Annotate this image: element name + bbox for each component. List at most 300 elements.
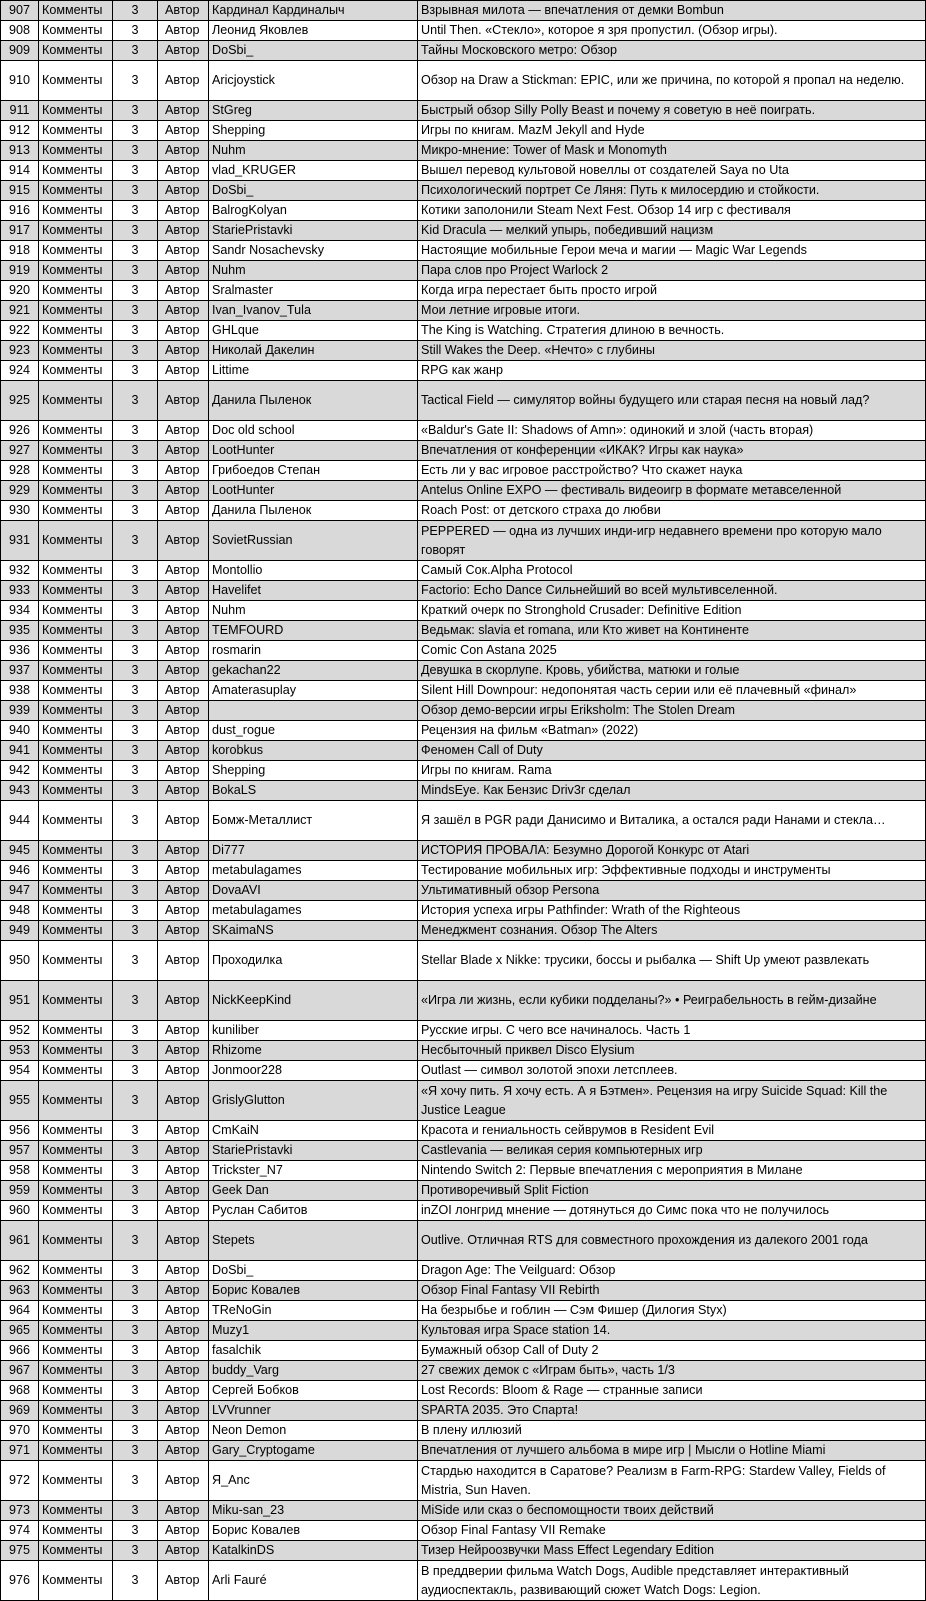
role-cell[interactable]: Автор xyxy=(158,181,209,201)
category-cell[interactable]: Комменты xyxy=(39,321,113,341)
author-cell[interactable]: Данила Пыленок xyxy=(209,501,418,521)
author-cell[interactable]: Борис Ковалев xyxy=(209,1281,418,1301)
author-cell[interactable]: kuniliber xyxy=(209,1021,418,1041)
category-cell[interactable]: Комменты xyxy=(39,721,113,741)
category-cell[interactable]: Комменты xyxy=(39,1201,113,1221)
category-cell[interactable]: Комменты xyxy=(39,441,113,461)
author-cell[interactable]: LootHunter xyxy=(209,481,418,501)
author-cell[interactable]: Данила Пыленок xyxy=(209,381,418,421)
category-cell[interactable]: Комменты xyxy=(39,981,113,1021)
score-cell[interactable]: 3 xyxy=(113,261,158,281)
author-cell[interactable]: SovietRussian xyxy=(209,521,418,561)
author-cell[interactable]: TEMFOURD xyxy=(209,621,418,641)
title-cell[interactable]: Antelus Online EXPO — фестиваль видеоигр в формате метавселенной xyxy=(418,481,926,501)
category-cell[interactable]: Комменты xyxy=(39,141,113,161)
title-cell[interactable]: Несбыточный приквел Disco Elysium xyxy=(418,1041,926,1061)
title-cell[interactable]: Красота и гениальность сейврумов в Resident Evil xyxy=(418,1121,926,1141)
row-number-cell[interactable]: 967 xyxy=(1,1361,39,1381)
role-cell[interactable]: Автор xyxy=(158,921,209,941)
score-cell[interactable]: 3 xyxy=(113,1201,158,1221)
title-cell[interactable]: Бумажный обзор Call of Duty 2 xyxy=(418,1341,926,1361)
row-number-cell[interactable]: 918 xyxy=(1,241,39,261)
role-cell[interactable]: Автор xyxy=(158,321,209,341)
category-cell[interactable]: Комменты xyxy=(39,761,113,781)
row-number-cell[interactable]: 970 xyxy=(1,1421,39,1441)
role-cell[interactable]: Автор xyxy=(158,1521,209,1541)
author-cell[interactable]: Geek Dan xyxy=(209,1181,418,1201)
row-number-cell[interactable]: 926 xyxy=(1,421,39,441)
category-cell[interactable]: Комменты xyxy=(39,1,113,21)
role-cell[interactable]: Автор xyxy=(158,201,209,221)
score-cell[interactable]: 3 xyxy=(113,601,158,621)
category-cell[interactable]: Комменты xyxy=(39,581,113,601)
score-cell[interactable]: 3 xyxy=(113,1501,158,1521)
row-number-cell[interactable]: 966 xyxy=(1,1341,39,1361)
title-cell[interactable]: Still Wakes the Deep. «Нечто» с глубины xyxy=(418,341,926,361)
row-number-cell[interactable]: 939 xyxy=(1,701,39,721)
score-cell[interactable]: 3 xyxy=(113,1281,158,1301)
row-number-cell[interactable]: 951 xyxy=(1,981,39,1021)
role-cell[interactable]: Автор xyxy=(158,881,209,901)
author-cell[interactable]: rosmarin xyxy=(209,641,418,661)
role-cell[interactable]: Автор xyxy=(158,461,209,481)
title-cell[interactable]: Рецензия на фильм «Batman» (2022) xyxy=(418,721,926,741)
role-cell[interactable]: Автор xyxy=(158,301,209,321)
title-cell[interactable]: Обзор Final Fantasy VII Remake xyxy=(418,1521,926,1541)
row-number-cell[interactable]: 943 xyxy=(1,781,39,801)
score-cell[interactable]: 3 xyxy=(113,1261,158,1281)
score-cell[interactable]: 3 xyxy=(113,681,158,701)
score-cell[interactable]: 3 xyxy=(113,481,158,501)
title-cell[interactable]: Обзор Final Fantasy VII Rebirth xyxy=(418,1281,926,1301)
category-cell[interactable]: Комменты xyxy=(39,201,113,221)
author-cell[interactable] xyxy=(209,701,418,721)
category-cell[interactable]: Комменты xyxy=(39,921,113,941)
author-cell[interactable]: GHLque xyxy=(209,321,418,341)
author-cell[interactable]: KatalkinDS xyxy=(209,1541,418,1561)
author-cell[interactable]: LootHunter xyxy=(209,441,418,461)
row-number-cell[interactable]: 960 xyxy=(1,1201,39,1221)
row-number-cell[interactable]: 910 xyxy=(1,61,39,101)
author-cell[interactable]: korobkus xyxy=(209,741,418,761)
category-cell[interactable]: Комменты xyxy=(39,1061,113,1081)
role-cell[interactable]: Автор xyxy=(158,781,209,801)
role-cell[interactable]: Автор xyxy=(158,1141,209,1161)
title-cell[interactable]: Dragon Age: The Veilguard: Обзор xyxy=(418,1261,926,1281)
title-cell[interactable]: Castlevania — великая серия компьютерных игр xyxy=(418,1141,926,1161)
row-number-cell[interactable]: 907 xyxy=(1,1,39,21)
row-number-cell[interactable]: 962 xyxy=(1,1261,39,1281)
role-cell[interactable]: Автор xyxy=(158,21,209,41)
category-cell[interactable]: Комменты xyxy=(39,1281,113,1301)
role-cell[interactable]: Автор xyxy=(158,761,209,781)
title-cell[interactable]: Tactical Field — симулятор войны будущего или старая песня на новый лад? xyxy=(418,381,926,421)
category-cell[interactable]: Комменты xyxy=(39,1181,113,1201)
row-number-cell[interactable]: 929 xyxy=(1,481,39,501)
title-cell[interactable]: Игры по книгам. MazM Jekyll and Hyde xyxy=(418,121,926,141)
role-cell[interactable]: Автор xyxy=(158,681,209,701)
role-cell[interactable]: Автор xyxy=(158,361,209,381)
role-cell[interactable]: Автор xyxy=(158,941,209,981)
row-number-cell[interactable]: 913 xyxy=(1,141,39,161)
role-cell[interactable]: Автор xyxy=(158,341,209,361)
author-cell[interactable]: Николай Дакелин xyxy=(209,341,418,361)
author-cell[interactable]: Грибоедов Степан xyxy=(209,461,418,481)
row-number-cell[interactable]: 933 xyxy=(1,581,39,601)
row-number-cell[interactable]: 914 xyxy=(1,161,39,181)
role-cell[interactable]: Автор xyxy=(158,1301,209,1321)
category-cell[interactable]: Комменты xyxy=(39,521,113,561)
row-number-cell[interactable]: 937 xyxy=(1,661,39,681)
role-cell[interactable]: Автор xyxy=(158,521,209,561)
title-cell[interactable]: Феномен Call of Duty xyxy=(418,741,926,761)
score-cell[interactable]: 3 xyxy=(113,1121,158,1141)
author-cell[interactable]: Muzy1 xyxy=(209,1321,418,1341)
category-cell[interactable]: Комменты xyxy=(39,1421,113,1441)
category-cell[interactable]: Комменты xyxy=(39,601,113,621)
author-cell[interactable]: LVVrunner xyxy=(209,1401,418,1421)
title-cell[interactable]: Противоречивый Split Fiction xyxy=(418,1181,926,1201)
score-cell[interactable]: 3 xyxy=(113,721,158,741)
author-cell[interactable]: Aricjoystick xyxy=(209,61,418,101)
role-cell[interactable]: Автор xyxy=(158,1541,209,1561)
row-number-cell[interactable]: 947 xyxy=(1,881,39,901)
title-cell[interactable]: Lost Records: Bloom & Rage — странные записи xyxy=(418,1381,926,1401)
score-cell[interactable]: 3 xyxy=(113,1081,158,1121)
category-cell[interactable]: Комменты xyxy=(39,1561,113,1601)
score-cell[interactable]: 3 xyxy=(113,1341,158,1361)
score-cell[interactable]: 3 xyxy=(113,361,158,381)
score-cell[interactable]: 3 xyxy=(113,461,158,481)
score-cell[interactable]: 3 xyxy=(113,441,158,461)
score-cell[interactable]: 3 xyxy=(113,1141,158,1161)
title-cell[interactable]: Обзор демо-версии игры Eriksholm: The Stolen Dream xyxy=(418,701,926,721)
category-cell[interactable]: Комменты xyxy=(39,1021,113,1041)
role-cell[interactable]: Автор xyxy=(158,41,209,61)
role-cell[interactable]: Автор xyxy=(158,641,209,661)
role-cell[interactable]: Автор xyxy=(158,1361,209,1381)
role-cell[interactable]: Автор xyxy=(158,901,209,921)
category-cell[interactable]: Комменты xyxy=(39,941,113,981)
author-cell[interactable]: DoSbi_ xyxy=(209,41,418,61)
category-cell[interactable]: Комменты xyxy=(39,101,113,121)
title-cell[interactable]: Тизер Нейроозвучки Mass Effect Legendary Edition xyxy=(418,1541,926,1561)
row-number-cell[interactable]: 964 xyxy=(1,1301,39,1321)
role-cell[interactable]: Автор xyxy=(158,161,209,181)
row-number-cell[interactable]: 938 xyxy=(1,681,39,701)
role-cell[interactable]: Автор xyxy=(158,1061,209,1081)
title-cell[interactable]: «Я хочу пить. Я хочу есть. А я Бэтмен». Рецензия на игру Suicide Squad: Kill the Justice League xyxy=(418,1081,926,1121)
title-cell[interactable]: Тестирование мобильных игр: Эффективные подходы и инструменты xyxy=(418,861,926,881)
author-cell[interactable]: Havelifet xyxy=(209,581,418,601)
row-number-cell[interactable]: 936 xyxy=(1,641,39,661)
row-number-cell[interactable]: 941 xyxy=(1,741,39,761)
title-cell[interactable]: Есть ли у вас игровое расстройство? Что скажет наука xyxy=(418,461,926,481)
title-cell[interactable]: Взрывная милота — впечатления от демки Bombun xyxy=(418,1,926,21)
row-number-cell[interactable]: 958 xyxy=(1,1161,39,1181)
role-cell[interactable]: Автор xyxy=(158,1341,209,1361)
role-cell[interactable]: Автор xyxy=(158,621,209,641)
category-cell[interactable]: Комменты xyxy=(39,1161,113,1181)
row-number-cell[interactable]: 921 xyxy=(1,301,39,321)
score-cell[interactable]: 3 xyxy=(113,741,158,761)
category-cell[interactable]: Комменты xyxy=(39,1221,113,1261)
category-cell[interactable]: Комменты xyxy=(39,481,113,501)
role-cell[interactable]: Автор xyxy=(158,1201,209,1221)
category-cell[interactable]: Комменты xyxy=(39,801,113,841)
score-cell[interactable]: 3 xyxy=(113,1381,158,1401)
title-cell[interactable]: Самый Сок.Alpha Protocol xyxy=(418,561,926,581)
title-cell[interactable]: The King is Watching. Стратегия длиною в вечность. xyxy=(418,321,926,341)
author-cell[interactable]: Кардинал Кардиналыч xyxy=(209,1,418,21)
title-cell[interactable]: Русские игры. С чего все начиналось. Часть 1 xyxy=(418,1021,926,1041)
score-cell[interactable]: 3 xyxy=(113,241,158,261)
author-cell[interactable]: Trickster_N7 xyxy=(209,1161,418,1181)
category-cell[interactable]: Комменты xyxy=(39,41,113,61)
role-cell[interactable]: Автор xyxy=(158,1181,209,1201)
category-cell[interactable]: Комменты xyxy=(39,1461,113,1501)
score-cell[interactable]: 3 xyxy=(113,1,158,21)
row-number-cell[interactable]: 949 xyxy=(1,921,39,941)
role-cell[interactable]: Автор xyxy=(158,381,209,421)
row-number-cell[interactable]: 942 xyxy=(1,761,39,781)
author-cell[interactable]: CmKaiN xyxy=(209,1121,418,1141)
author-cell[interactable]: Леонид Яковлев xyxy=(209,21,418,41)
category-cell[interactable]: Комменты xyxy=(39,841,113,861)
score-cell[interactable]: 3 xyxy=(113,1021,158,1041)
title-cell[interactable]: Stellar Blade x Nikke: трусики, боссы и рыбалка — Shift Up умеют развлекать xyxy=(418,941,926,981)
role-cell[interactable]: Автор xyxy=(158,1081,209,1121)
role-cell[interactable]: Автор xyxy=(158,261,209,281)
category-cell[interactable]: Комменты xyxy=(39,1301,113,1321)
title-cell[interactable]: inZOI лонгрид мнение — дотянуться до Симс пока что не получилось xyxy=(418,1201,926,1221)
title-cell[interactable]: «Baldur's Gate II: Shadows of Amn»: одинокий и злой (часть вторая) xyxy=(418,421,926,441)
category-cell[interactable]: Комменты xyxy=(39,181,113,201)
category-cell[interactable]: Комменты xyxy=(39,501,113,521)
role-cell[interactable]: Автор xyxy=(158,121,209,141)
title-cell[interactable]: 27 свежих демок с «Играм быть», часть 1/3 xyxy=(418,1361,926,1381)
row-number-cell[interactable]: 955 xyxy=(1,1081,39,1121)
category-cell[interactable]: Комменты xyxy=(39,161,113,181)
row-number-cell[interactable]: 957 xyxy=(1,1141,39,1161)
row-number-cell[interactable]: 912 xyxy=(1,121,39,141)
author-cell[interactable]: DoSbi_ xyxy=(209,1261,418,1281)
row-number-cell[interactable]: 974 xyxy=(1,1521,39,1541)
title-cell[interactable]: Outlive. Отличная RTS для совместного прохождения из далекого 2001 года xyxy=(418,1221,926,1261)
author-cell[interactable]: gekachan22 xyxy=(209,661,418,681)
score-cell[interactable]: 3 xyxy=(113,301,158,321)
title-cell[interactable]: В преддверии фильма Watch Dogs, Audible представляет интерактивный аудиоспектакль, развивающий сюжет Watch Dogs: Legion. xyxy=(418,1561,926,1601)
row-number-cell[interactable]: 932 xyxy=(1,561,39,581)
category-cell[interactable]: Комменты xyxy=(39,661,113,681)
role-cell[interactable]: Автор xyxy=(158,501,209,521)
row-number-cell[interactable]: 934 xyxy=(1,601,39,621)
score-cell[interactable]: 3 xyxy=(113,421,158,441)
row-number-cell[interactable]: 959 xyxy=(1,1181,39,1201)
author-cell[interactable]: Shepping xyxy=(209,761,418,781)
category-cell[interactable]: Комменты xyxy=(39,1381,113,1401)
row-number-cell[interactable]: 920 xyxy=(1,281,39,301)
row-number-cell[interactable]: 917 xyxy=(1,221,39,241)
title-cell[interactable]: Until Then. «Стекло», которое я зря пропустил. (Обзор игры). xyxy=(418,21,926,41)
role-cell[interactable]: Автор xyxy=(158,841,209,861)
score-cell[interactable]: 3 xyxy=(113,201,158,221)
title-cell[interactable]: Пара слов про Project Warlock 2 xyxy=(418,261,926,281)
score-cell[interactable]: 3 xyxy=(113,161,158,181)
title-cell[interactable]: PEPPERED — одна из лучших инди-игр недавнего времени про которую мало говорят xyxy=(418,521,926,561)
role-cell[interactable]: Автор xyxy=(158,281,209,301)
title-cell[interactable]: Психологический портрет Се Ляня: Путь к милосердию и стойкости. xyxy=(418,181,926,201)
score-cell[interactable]: 3 xyxy=(113,581,158,601)
category-cell[interactable]: Комменты xyxy=(39,301,113,321)
score-cell[interactable]: 3 xyxy=(113,181,158,201)
row-number-cell[interactable]: 965 xyxy=(1,1321,39,1341)
title-cell[interactable]: Когда игра перестает быть просто игрой xyxy=(418,281,926,301)
row-number-cell[interactable]: 931 xyxy=(1,521,39,561)
score-cell[interactable]: 3 xyxy=(113,1521,158,1541)
role-cell[interactable]: Автор xyxy=(158,1021,209,1041)
row-number-cell[interactable]: 944 xyxy=(1,801,39,841)
author-cell[interactable]: StGreg xyxy=(209,101,418,121)
role-cell[interactable]: Автор xyxy=(158,741,209,761)
author-cell[interactable]: Shepping xyxy=(209,121,418,141)
score-cell[interactable]: 3 xyxy=(113,1421,158,1441)
author-cell[interactable]: Miku-san_23 xyxy=(209,1501,418,1521)
role-cell[interactable]: Автор xyxy=(158,1,209,21)
role-cell[interactable]: Автор xyxy=(158,1561,209,1601)
score-cell[interactable]: 3 xyxy=(113,501,158,521)
row-number-cell[interactable]: 927 xyxy=(1,441,39,461)
role-cell[interactable]: Автор xyxy=(158,1441,209,1461)
row-number-cell[interactable]: 946 xyxy=(1,861,39,881)
title-cell[interactable]: Менеджмент сознания. Обзор The Alters xyxy=(418,921,926,941)
title-cell[interactable]: Впечатления от лучшего альбома в мире игр | Мысли о Hotline Miami xyxy=(418,1441,926,1461)
row-number-cell[interactable]: 923 xyxy=(1,341,39,361)
row-number-cell[interactable]: 971 xyxy=(1,1441,39,1461)
category-cell[interactable]: Комменты xyxy=(39,701,113,721)
author-cell[interactable]: Бомж-Металлист xyxy=(209,801,418,841)
category-cell[interactable]: Комменты xyxy=(39,121,113,141)
category-cell[interactable]: Комменты xyxy=(39,421,113,441)
title-cell[interactable]: Вышел перевод культовой новеллы от создателей Saya no Uta xyxy=(418,161,926,181)
role-cell[interactable]: Автор xyxy=(158,101,209,121)
score-cell[interactable]: 3 xyxy=(113,341,158,361)
category-cell[interactable]: Комменты xyxy=(39,281,113,301)
score-cell[interactable]: 3 xyxy=(113,1301,158,1321)
score-cell[interactable]: 3 xyxy=(113,621,158,641)
author-cell[interactable]: BokaLS xyxy=(209,781,418,801)
role-cell[interactable]: Автор xyxy=(158,141,209,161)
author-cell[interactable]: metabulagames xyxy=(209,901,418,921)
role-cell[interactable]: Автор xyxy=(158,1221,209,1261)
title-cell[interactable]: Factorio: Echo Dance Сильнейший во всей мультивселенной. xyxy=(418,581,926,601)
author-cell[interactable]: Sralmaster xyxy=(209,281,418,301)
category-cell[interactable]: Комменты xyxy=(39,461,113,481)
author-cell[interactable]: Сергей Бобков xyxy=(209,1381,418,1401)
category-cell[interactable]: Комменты xyxy=(39,21,113,41)
score-cell[interactable]: 3 xyxy=(113,641,158,661)
title-cell[interactable]: Девушка в скорлупе. Кровь, убийства, матюки и голые xyxy=(418,661,926,681)
author-cell[interactable]: Sandr Nosachevsky xyxy=(209,241,418,261)
author-cell[interactable]: Руслан Сабитов xyxy=(209,1201,418,1221)
title-cell[interactable]: MiSide или сказ о беспомощности твоих действий xyxy=(418,1501,926,1521)
score-cell[interactable]: 3 xyxy=(113,141,158,161)
author-cell[interactable]: TReNoGin xyxy=(209,1301,418,1321)
score-cell[interactable]: 3 xyxy=(113,1401,158,1421)
row-number-cell[interactable]: 956 xyxy=(1,1121,39,1141)
score-cell[interactable]: 3 xyxy=(113,1361,158,1381)
category-cell[interactable]: Комменты xyxy=(39,1261,113,1281)
score-cell[interactable]: 3 xyxy=(113,1161,158,1181)
score-cell[interactable]: 3 xyxy=(113,881,158,901)
role-cell[interactable]: Автор xyxy=(158,1261,209,1281)
title-cell[interactable]: Быстрый обзор Silly Polly Beast и почему я советую в неё поиграть. xyxy=(418,101,926,121)
score-cell[interactable]: 3 xyxy=(113,321,158,341)
title-cell[interactable]: Silent Hill Downpour: недопонятая часть серии или её плачевный «финал» xyxy=(418,681,926,701)
title-cell[interactable]: Я зашёл в PGR ради Данисимо и Виталика, а остался ради Нанами и стекла… xyxy=(418,801,926,841)
row-number-cell[interactable]: 950 xyxy=(1,941,39,981)
author-cell[interactable]: Jonmoor228 xyxy=(209,1061,418,1081)
score-cell[interactable]: 3 xyxy=(113,901,158,921)
author-cell[interactable]: SKaimaNS xyxy=(209,921,418,941)
author-cell[interactable]: Борис Ковалев xyxy=(209,1521,418,1541)
role-cell[interactable]: Автор xyxy=(158,441,209,461)
author-cell[interactable]: buddy_Varg xyxy=(209,1361,418,1381)
role-cell[interactable]: Автор xyxy=(158,1461,209,1501)
role-cell[interactable]: Автор xyxy=(158,481,209,501)
role-cell[interactable]: Автор xyxy=(158,701,209,721)
category-cell[interactable]: Комменты xyxy=(39,561,113,581)
score-cell[interactable]: 3 xyxy=(113,1181,158,1201)
category-cell[interactable]: Комменты xyxy=(39,1081,113,1121)
row-number-cell[interactable]: 976 xyxy=(1,1561,39,1601)
title-cell[interactable]: Микро-мнение: Tower of Mask и Monomyth xyxy=(418,141,926,161)
author-cell[interactable]: Rhizome xyxy=(209,1041,418,1061)
author-cell[interactable]: fasalchik xyxy=(209,1341,418,1361)
role-cell[interactable]: Автор xyxy=(158,241,209,261)
category-cell[interactable]: Комменты xyxy=(39,1041,113,1061)
role-cell[interactable]: Автор xyxy=(158,1041,209,1061)
row-number-cell[interactable]: 930 xyxy=(1,501,39,521)
score-cell[interactable]: 3 xyxy=(113,1041,158,1061)
title-cell[interactable]: Мои летние игровые итоги. xyxy=(418,301,926,321)
title-cell[interactable]: Comic Con Astana 2025 xyxy=(418,641,926,661)
score-cell[interactable]: 3 xyxy=(113,1221,158,1261)
category-cell[interactable]: Комменты xyxy=(39,621,113,641)
score-cell[interactable]: 3 xyxy=(113,861,158,881)
row-number-cell[interactable]: 908 xyxy=(1,21,39,41)
row-number-cell[interactable]: 916 xyxy=(1,201,39,221)
category-cell[interactable]: Комменты xyxy=(39,1341,113,1361)
role-cell[interactable]: Автор xyxy=(158,601,209,621)
row-number-cell[interactable]: 973 xyxy=(1,1501,39,1521)
author-cell[interactable]: Gary_Cryptogame xyxy=(209,1441,418,1461)
author-cell[interactable]: dust_rogue xyxy=(209,721,418,741)
author-cell[interactable]: Di777 xyxy=(209,841,418,861)
title-cell[interactable]: Тайны Московского метро: Обзор xyxy=(418,41,926,61)
row-number-cell[interactable]: 909 xyxy=(1,41,39,61)
row-number-cell[interactable]: 975 xyxy=(1,1541,39,1561)
row-number-cell[interactable]: 919 xyxy=(1,261,39,281)
row-number-cell[interactable]: 940 xyxy=(1,721,39,741)
author-cell[interactable]: NickKeepKind xyxy=(209,981,418,1021)
category-cell[interactable]: Комменты xyxy=(39,1121,113,1141)
title-cell[interactable]: Котики заполонили Steam Next Fest. Обзор 14 игр с фестиваля xyxy=(418,201,926,221)
score-cell[interactable]: 3 xyxy=(113,761,158,781)
category-cell[interactable]: Комменты xyxy=(39,241,113,261)
score-cell[interactable]: 3 xyxy=(113,561,158,581)
role-cell[interactable]: Автор xyxy=(158,421,209,441)
